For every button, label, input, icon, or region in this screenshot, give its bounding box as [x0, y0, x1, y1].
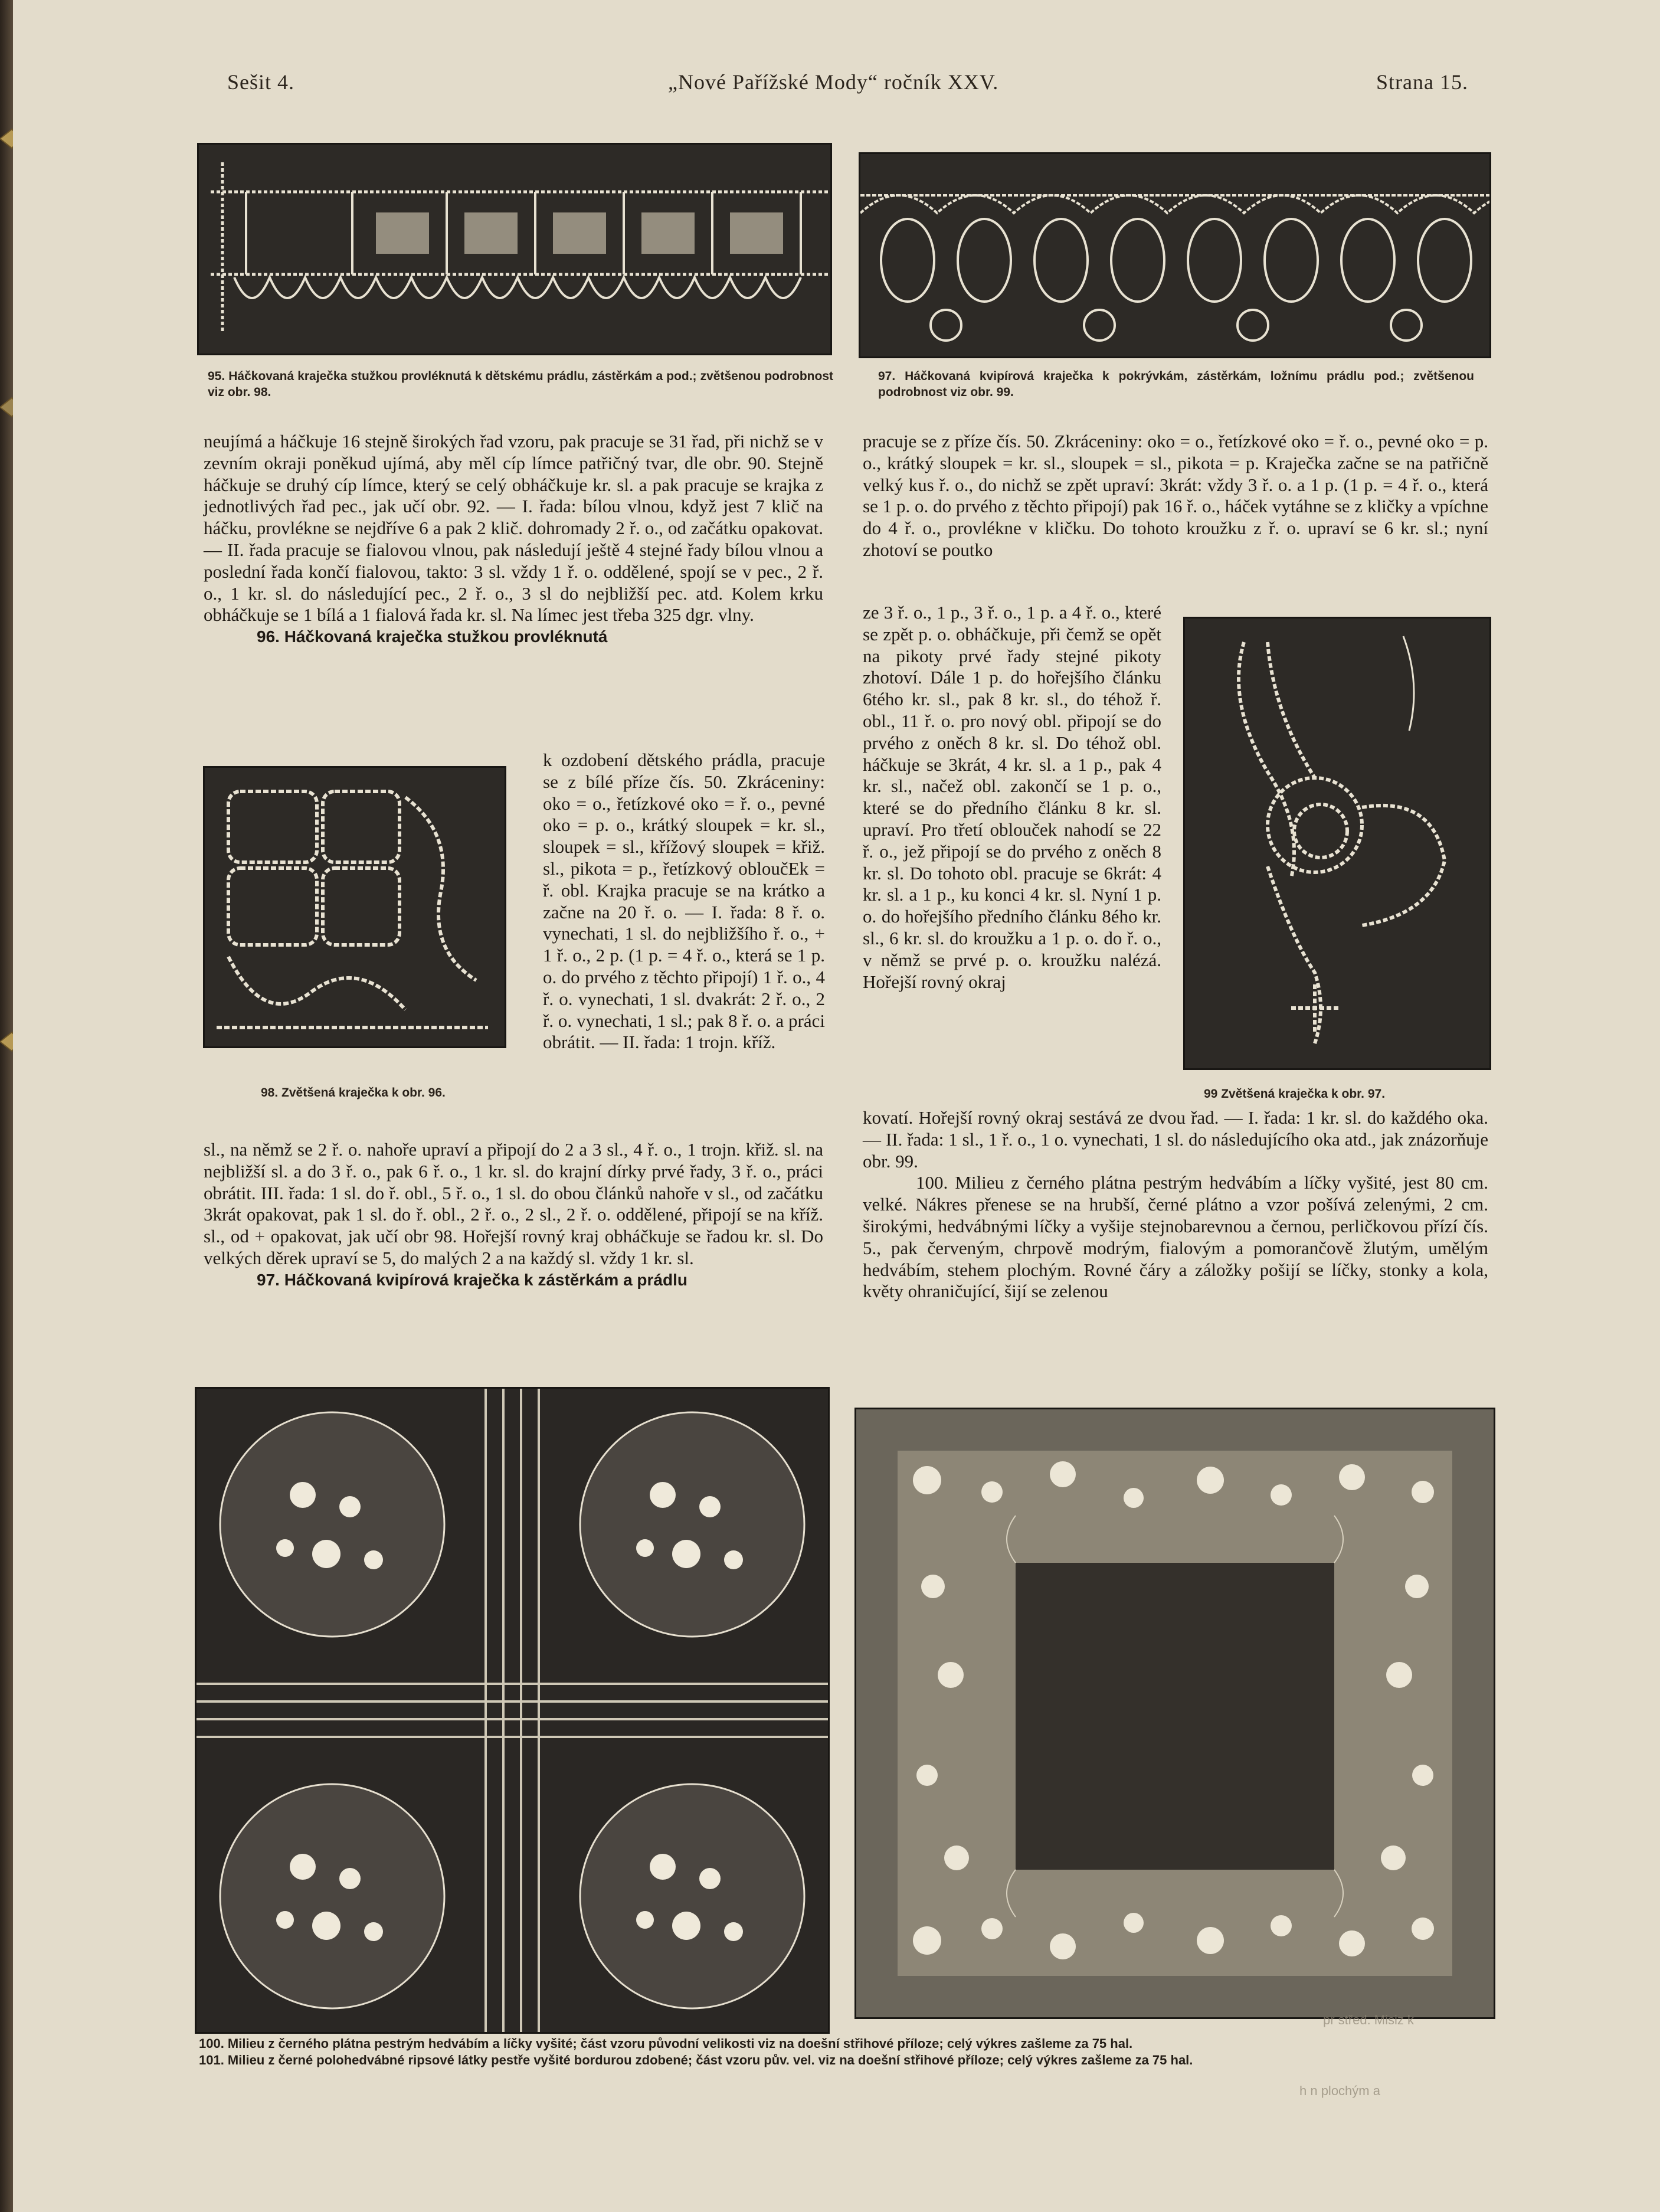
milieu-100-photo [195, 1387, 830, 2034]
bleed-through-text: h n plochým a [1299, 2083, 1380, 2098]
heading-96: 96. Háčkovaná kraječka stužkou provléknutá [257, 627, 608, 646]
caption-fig95: 95. Háčkovaná kraječka stužkou provléknutá k dětskému prádlu, zástěrkám a pod.; zvětšenou podrobnost viz obr. 98. [208, 369, 833, 399]
milieu-101-photo [854, 1408, 1495, 2019]
enlarged-lace-99-photo [1183, 617, 1491, 1070]
paragraph: sl., na němž se 2 ř. o. nahoře upraví a připojí do 2 a 3 sl., 4 ř. o., 1 trojn. křiž. sl. na nejbližší sl. a do 3 ř. o., pak 6 ř. o., 1 kr. sl. do krajní dírky prvé řady, 3 ř. o., práci obrátit. III. řada: 1 sl. do ř. obl., 5 ř. o., 1 sl. do obou článků nahoře v sl., od začátku 3krát opakovat, pak 1 sl. do ř. obl., 2 ř. o., 2 sl., 2 ř. o. oddělené, připojí se na kříž. sl., od + opakovat, jak učí obr 98. Hořejší rovný kraj obháčkuje se řadou kr. sl. Do velkých děrek upraví se 5, do malých 2 a na každý sl. vždy 1 kr. sl. [204, 1139, 823, 1268]
right-column-top [863, 431, 1488, 561]
caption-fig98: 98. Zvětšená kraječka k obr. 96. [261, 1086, 446, 1100]
enlarged-lace-98-photo [203, 766, 506, 1048]
lace-ribbon-photo [197, 143, 832, 355]
page-number: Strana 15. [1376, 70, 1468, 94]
paragraph: pracuje se z příze čís. 50. Zkráceniny: oko = o., řetízkové oko = ř. o., pevné oko = p. o., krátký sloupek = kr. sl., sloupek = sl., pikota = p. Kraječka začne se na patřičně velký kus ř. o., do nichž se zpět upraví: 3krát: vždy 3 ř. o. a 1 p. (1 p. = 4 ř. o., která se 1 p. o. do prvého z těchto připojí) pak 16 ř. o., háček vytáhne se z kličky a vpíchne do 4 ř. o., provlékne v kličku. Do tohoto kroužku z ř. o. upraví se 6 kr. sl.; nyní zhotoví se poutko [863, 431, 1488, 560]
book-binding [0, 0, 13, 2212]
guipure-lace-photo [859, 152, 1491, 358]
left-column-side [543, 750, 825, 1053]
magazine-title: „Nové Pařížské Mody“ ročník XXV. [668, 70, 999, 94]
caption-fig97: 97. Háčkovaná kvipírová kraječka k pokrývkám, zástěrkám, ložnímu prádlu pod.; zvětšenou podrobnost viz obr. 99. [878, 369, 1474, 399]
magazine-page [13, 0, 1660, 2212]
caption-fig99: 99 Zvětšená kraječka k obr. 97. [1204, 1087, 1386, 1101]
caption-fig101: 101. Milieu z černé polohedvábné ripsové látky pestře vyšité bordurou zdobené; část vzoru pův. vel. viz na doešní střihové příloze; celý výkres zašleme za 75 hal. [199, 2053, 1193, 2067]
paragraph: kovatí. Hořejší rovný okraj sestává ze dvou řad. — I. řada: 1 kr. sl. do každého oka. — II. řada: 1 sl., 1 ř. o., 1 o. vynechati, 1 sl. do následujícího oka atd., jak znázorňuje obr. 99. [863, 1107, 1488, 1172]
heading-97: 97. Háčkovaná kvipírová kraječka k zástěrkám a prádlu [257, 1270, 687, 1289]
paragraph: k ozdobení dětského prádla, pracuje se z bílé příze čís. 50. Zkráceniny: oko = o., řetízkové oko = ř. o., pevné oko = p. o., krátký sloupek = kr. sl., sloupek = sl., křížový sloupek = křiž. sl., pikota = p., řetízkový obloučEk = ř. obl. Krajka pracuje se na krátko a začne na 20 ř. o. — I. řada: 8 ř. o. vynechati, 1 sl. do nejbližšího ř. o., + 1 ř. o., 2 p. (1 p. = 4 ř. o., která se 1 p. o. do prvého z těchto připojí) 1 ř. o., 4 ř. o. vynechati, 1 sl. dvakrát: 2 ř. o., 2 ř. o. vynechati, 1 sl.; pak 8 ř. o. a práci obrátit. — II. řada: 1 trojn. kříž. [543, 750, 825, 1053]
paragraph: neujímá a háčkuje 16 stejně širokých řad vzoru, pak pracuje se 31 řad, při nichž se v zevním okraji poněkud ujímá, aby měl cíp límce patřičný tvar, dle obr. 90. Stejně háčkuje se druhý cíp límce, který se celý obháčkuje kr. sl. a pak pracuje se krajka z jednotlivých řad pec., jak učí obr. 92. — I. řada: bílou vlnou, když jest 7 klič na háčku, provlékne se nejdříve 6 a pak 2 klič. dohromady 2 ř. o., od začátku opakovat. — II. řada pracuje se fialovou vlnou, pak následují ještě 4 stejné řady bílou vlnou a poslední řada končí fialovou, takto: 3 sl. vždy 1 ř. o. oddělené, spojí se v pec., 2 ř. o., 1 kr. sl. do následující pec., 2 ř. o., 3 sl do nejbližší pec. atd. Kolem krku obháčkuje se 1 bílá a 1 fialová řada kr. sl. Na límec jest třeba 325 dgr. vlny. [204, 431, 823, 626]
bleed-through-text: pr střed. Misiz k [1323, 2013, 1415, 2027]
left-column-bottom [204, 1139, 823, 1291]
left-column-top [204, 431, 823, 648]
issue-number: Sešit 4. [227, 70, 295, 94]
caption-fig100: 100. Milieu z černého plátna pestrým hedvábím a líčky vyšité; část vzoru původní velikosti viz na doešní střihové příloze; celý výkres zašleme za 75 hal. [199, 2036, 1133, 2051]
paragraph: ze 3 ř. o., 1 p., 3 ř. o., 1 p. a 4 ř. o., které se zpět p. o. obháčkuje, při čemž se opět na pikoty prvé řady stejné pikoty zhotoví. Dále 1 p. do hořejšího článku 6tého kr. sl., pak 8 kr. sl., do téhož ř. obl., 11 ř. o. pro nový obl. připojí se do prvého z oněch 8 kr. sl. Do téhož obl. háčkuje se 3krát, 4 kr. sl. a 1 p., pak 4 kr. sl., načež obl. zakončí se 1 p. o., které se do předního článku 8 kr. sl. upraví. Pro třetí oblouček nahodí se 22 ř. o., jež připojí se do prvého z oněch 8 kr. sl. Do tohoto obl. pracuje se 6krát: 4 kr. sl. a 1 p., ku konci 4 kr. sl. Nyní 1 p. o. do hořejšího předního článku 8ého kr. sl., 6 kr. sl. do kroužku a 1 p. o. do ř. o., v němž se prvé p. o. kroužku nalézá. Hořejší rovný okraj [863, 602, 1161, 992]
paragraph-100: 100. Milieu z černého plátna pestrým hedvábím a líčky vyšité, jest 80 cm. velké. Nákres přenese se na hrubší, černé plátno a vzor pošívá zelenými, 2 cm. širokými, hedvábnými líčky a vyšije stejnobarevnou a černou, perličkovou přízí čís. 5., pak červeným, chrpově modrým, fialovým a pomorančově žlutým, umělým hedvábím, stehem plochým. Rovné čáry a záložky pošijí se líčky, stonky a kola, květy ohraničující, šijí se zelenou [863, 1172, 1488, 1302]
right-column-bottom [863, 1107, 1488, 1303]
right-column-side [863, 602, 1161, 993]
